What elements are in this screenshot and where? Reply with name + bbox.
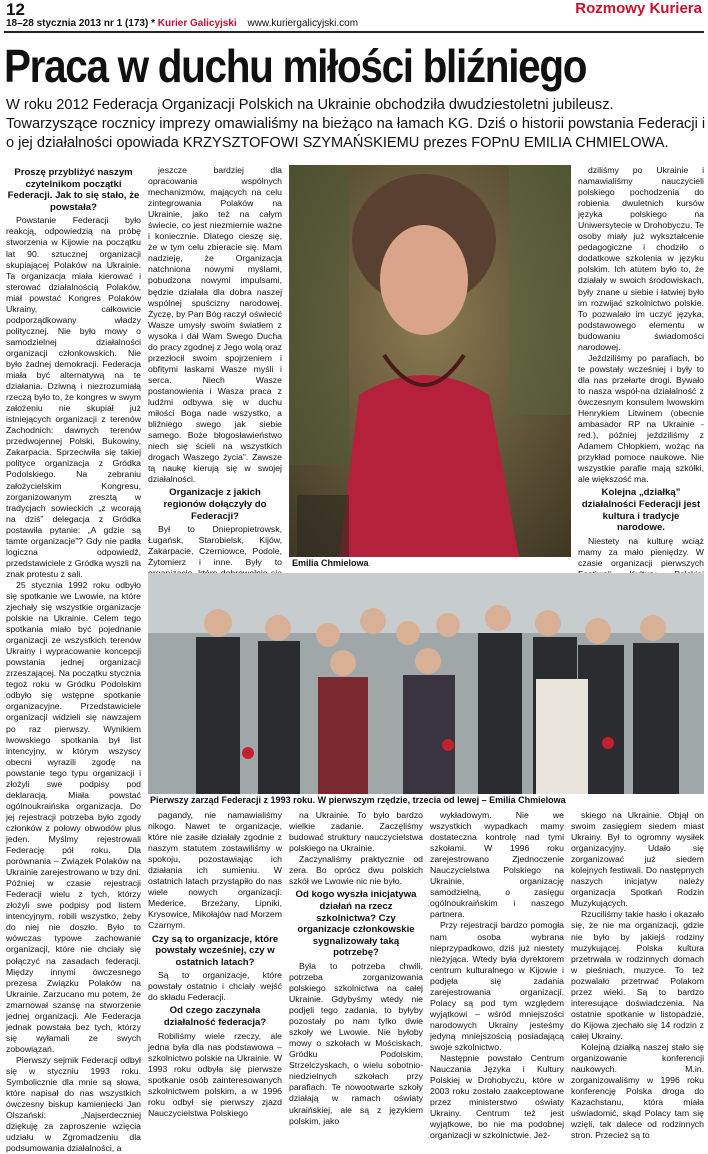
paragraph: pagandy, nie namawialiśmy nikogo. Nawet te organizacje, które nie zasiłe działały zgodnie z naszym statutem zostawiliśmy w spokoju, pozostawiając ich działania ich sumieniu. W ostatnich latach przystąpiło do nas wiele nowych organizacji: Mederice, Brzeżany, Lipniki, Krysowice, Mikołajów nad Morzem Czarnym. (148, 810, 282, 931)
article-title: Praca w duchu miłości bliźniego (4, 40, 587, 92)
paragraph: wykładowym. Nie we wszystkich wypadkach mamy dostateczna kontrolę nad tymi szkołami. W 1996 roku zarejestrowano Zjednoczenie Nauczycielstwa Polskiego na Ukrainie, organizację samodzielną, o zasięgu ogólnoukraińskim i naszego partnera. (430, 810, 564, 920)
brand-name: Kurier Galicyjski (157, 18, 237, 29)
group-caption: Pierwszy zarząd Federacji z 1993 roku. W pierwszym rzędzie, trzecia od lewej – Emilia Chmielowa (150, 795, 566, 805)
text-column-5 (289, 810, 423, 1126)
paragraph: Był to Dniepropietrowsk, Ługańsk, Starobielsk, Kijów, Zakarpacie, Czerniowce, Podole, Żytomierz i inne. Były to (148, 524, 282, 568)
paragraph: Robiliśmy wiele rzeczy, ale jedna była dla nas podstawowa – szkolnictwo polskie na Ukrainie. W 1993 roku odbyła się pierwsze spotkanie osób zainteresowanych szkolnictwem polskim, a w 1996 roku odbył się pierwszy zjazd Nauczycielstwa Polskiego (148, 1030, 282, 1118)
text-column-4 (148, 810, 282, 1118)
portrait-photo (289, 165, 571, 557)
portrait-illustration (289, 165, 571, 557)
paragraph: Powstanie Federacji było reakcją, odpowiedzią na próbę stworzenia w Kijowie na początku lat 90. sztucznej organizacji skupiającej Polaków na Ukrainie. Ta organizacja miała kierować i sterować działalnością Polaków, miał powstać Kongres Polaków Ukrainy, całkowicie podporządkowany władzy politycznej. Nie było mowy o samodzielnej działalności organizacji członkowskich. Nie było żadnej demokracji. Federacja miała być alternatywą na te działania. Dziwną i niezrozumiałą rzeczą było to, że kongres w swym założeniu nie skupiał już istniejących organizacji z terenów Zachodnich: dawnych terenów przedwojennej Polski, Bukowiny, Zakarpacia. Sprzeciwiła się takiej polityce organizacja z Gródka Podolskiego. Na zebraniu założycielskim Kongresu, zorganizowanym zresztą w tradycjach sowieckich „z wcorają na dziś” delegacja z Gródka postawiła pytanie: „A gdzie są tamte organizacje”? Gdy nie padła logiczna odpowiedź, przedstawiciele z Gródka wyszli na znak protestu z sali. (6, 215, 141, 579)
page-number: 12 (6, 0, 25, 19)
paragraph: Zaczynaliśmy praktycznie od zera. Bo oprócz dwu polskich szkół we Lwowie nic nie było. (289, 854, 423, 887)
paragraph: dziliśmy po Ukrainie i namawialiśmy nauczycieli polskiego pochodzenia do robienia dwuletnich kursów języka polskiego na Uniwersytecie w Drohobyczu. Te osoby miały już wykształcenie pedagogiczne i chodziło o dodatkowe szkolenia w języku polskim. Ich atutem było to, że działały w swoich środowiskach, były znane u siebie i łatwiej było im rozwijać szkolnictwo polskie. To pozwalało im uczyć języka, podstawowego elementu w budowaniu świadomości narodowej. (578, 165, 704, 352)
paragraph: Była to potrzeba chwili, potrzeba zorganizowania polskiego szkolnictwa na całej Ukrainie. Gdybyśmy wtedy nie podjęli tego zadania, to byłyby pozostały po nam tylko dwie szkoły we Lwowie. Nie byłoby mowy o szkołach w Mościskach, Gródku Podolskim, Strzelczyskach, o wielu sobotnio-niedzielnych szkołach przy parafiach. Te nowootwarte szkoły działają w ramach oświaty ukraińskiej, ale są z językiem polskim, jako (289, 960, 423, 1126)
paragraph: na Ukrainie. To było bardzo wielkie zadanie. Zaczęliśmy budować struktury nauczycielstwa polskiego na Ukrainie. (289, 810, 423, 854)
paragraph: Kolejną działką naszej stało się organizowanie konferencji naukowych. M.in. zorganizowaliśmy w 1996 roku konferencję Polska droga do Kazachstanu, która miała uświadomić, skąd Polacy tam się wzięli, tak dalece od rodzinnych stron. Przecież są to (571, 1041, 704, 1141)
paragraph: 25 stycznia 1992 roku odbyło się spotkanie we Lwowie, na które zjechały się wszystkie organizacje polskie na Ukrainie. Celem tego spotkania miało być pojednanie organizacji ze wszystkich terenów Ukrainy i wypracowanie koncepcji powstania jednej organizacji zrzeszającej. Na początku stycznia tegoż roku w Gródku Podolskim odbyło się wstępne spotkanie organizacyjne. Przedstawiciele organizacji widzieli się nawzajem po raz pierwszy. Wynikiem lwowskiego spotkania był list intencyjny, w którym wszyscy obecni wyrazili zgodę na powstanie tego typu organizacji i złożyli swe podpisy pod deklaracją. Miała powstać ogólnoukraińska organizacja. Do jej rejestracji potrzeba było zgody członków z połowy obwodów plus jeden. Myślmy rejestrowali Federację pół roku. Dla porównania – Związek Polaków na Ukrainie zarejestrowano w trzy dni. Później w czasie rejestracji Federacji wielu z tych, którzy złożyli swe podpisy pod listem intencyjnym, robili wszystko, żeby do niej nie doszło. Było to wówczas typowe zachowanie organizacji, które nie chciały się połączyć na zasadach federacji. Między innymi ówczesnego prezesa Związku Polaków na Ukrainie. Zarzucano mu potem, że zmarnował szansę na stworzenie jednej organizacji. Ale Federacja jednak powstała bez tych, którzy się wyłamali ze swych zobowiązań. (6, 579, 141, 1054)
section-title: Rozmowy Kuriera (575, 0, 702, 17)
interview-question: Organizacje z jakich regionów dołączyły do Federacji? (163, 487, 267, 522)
group-illustration (148, 573, 704, 794)
text-column-1 (6, 165, 141, 1154)
interview-question: Od kogo wyszła inicjatywa działań na rzecz szkolnictwa? Czy organizacje członkowskie sygnalizowały taką potrzebę? (295, 889, 417, 959)
article-lead: W roku 2012 Federacja Organizacji Polskich na Ukrainie obchodziła dwudziestoletni jubileusz. Towarzyszące rocznicy imprezy omawialiśmy na bieżąco na łamach KG. Dziś o historii powstania Federacji i o jej działalności opowiada KRZYSZTOFOWI SZYMAŃSKIEMU prezes FOPnU EMILIA CHMIELOWA. (6, 97, 706, 151)
interview-question: Kolejna „działką” działalności Federacji jest kultura i tradycje narodowe. (581, 487, 701, 534)
text-column-7 (571, 810, 704, 1141)
interview-question: Czy są to organizacje, które powstały wcześniej, czy w ostatnich latach? (151, 933, 279, 968)
issue-line (6, 18, 358, 29)
text-column-2 (148, 165, 282, 571)
text-column-3 (578, 165, 704, 571)
paragraph: jeszcze bardziej dla opracowania wspólnych mechanizmów, mających na celu zintegrowania Polaków na Ukrainie, jako też na całym świecie, co jest niezmiernie ważne i koniecznie. Dlatego cieszę się, że w tym celu zbieracie się. Mam nadzieję, że Organizacja natchniona nowymi myślami, pobudzona nowymi impulsami, będzie działała dla dobra naszej wspólnej spuścizny narodowej. Życzę, by Pan Bóg raczył oświecić Wasze umysły swoim światłem z wysoka i dał Wam Swego Ducha do pracy zgodnej z Jego wolą oraz przezłocił swoim spojrzeniem i obfitymi łaskami Wasze myśli i serca. Niech Wasze postanowienia i Wasza praca z ludźmi odbywa się w duchu miłości Boga nade wszystko, a bliźniego swego jak siebie samego. Boże błogosławieństwo niech się ścieli na wszystkich drogach Waszego życia”. Zawsze tą naukę kierują się w swojej działalności. (148, 165, 282, 485)
paragraph: skiego na Ukrainie. Objął on swoim zasięgiem siedem miast Ukrainy. Był to ogromny wysiłek organizacyjny. Udało się zorganizować już siedem kolejnych festiwali. Do następnych naszych inicjatyw należy organizacja Spotkań Rodzin Muzykujących. (571, 810, 704, 909)
issue-date: 18–28 stycznia 2013 nr 1 (173) * (6, 18, 155, 29)
paragraph: Przy rejestracji bardzo pomogła nam osoba wybrana nieprzypadkowo, dziś już niestety nieżyjąca. Wtedy była dyrektorem centrum kulturalnego w Kijowie i podjęła się zadania zarejestrowania organizacji. Polacy są pod tym względem wyjątkowi – wśród mniejszości narodowych Ukrainy jesteśmy jedyną mniejszością posiadającą swoje szkolnictwo. (430, 920, 564, 1052)
interview-question: Proszę przybliżyć naszym czytelnikom początki Federacji. Jak to się stało, że powstała? (7, 167, 140, 213)
site-url[interactable]: www.kuriergalicyjski.com (247, 18, 359, 29)
paragraph: Następnie powstało Centrum Nauczania Języka i Kultury Polskiej w Drohobyczu, które w 2003 roku zostało zaakceptowane przez ministerstwo oświaty Ukrainy. Centrum też jest wyjątkowe, bo nie ma podobnej organizacji w szkolnictwie. Jeż- (430, 1053, 564, 1141)
interview-question: Od czego zaczynała działalność federacja? (163, 1005, 267, 1029)
paragraph: Są to organizacje, które powstały ostatnio i chciały wejść do składu Federacji. (148, 970, 282, 1003)
group-photo (148, 573, 704, 794)
header-rule (4, 31, 704, 33)
paragraph: Pierwszy sejmik Federacji odbył się w styczniu 1993 roku. Symbolicznie dla mnie są słowa, które napisał do nas wszystkich ówczesny biskup kamieniecki Jan Olszański: „Najserdeczniej dziękuję za zaproszenie wzięcia udziału w Zgromadzeniu dla podsumowania działalności, a (6, 1054, 141, 1154)
paragraph: Niestety na kulturę wciąż mamy za mało pieniędzy. W czasie organizacji pierwszych (578, 535, 704, 568)
text-column-6 (430, 810, 564, 1141)
paragraph: Jeździliśmy po parafiach, bo te powstały wcześniej i były to dla nas przełarte drogi. Bywało to nasza współ-na działalność z ówczesnym konsulem lwowskim Henrykiem Litwinem (obecnie ambasador RP na Ukrainie - red.), później jeździliśmy z Adamem Chłopkiem, wożąc na przykład pomoce naukowe. Nie wszystkie parafie mają szkółki, ale większość ma. (578, 352, 704, 485)
paragraph: Rzuciliśmy takie hasło i okazało się, że nie ma organizacji, gdzie nie było by jakiejś rodziny muzykującej. Polska kultura przetrwała w rodzinnych domach w pieśniach, muzyce. To też pozwalało przetrwać Polakom przez wieki. Są to bardzo interesujące doświadczenia. Na ostatnie spotkanie w listopadzie, do Kijowa zjechało się 14 rodzin z całej Ukrainy. (571, 909, 704, 1041)
portrait-caption: Emilia Chmielowa (292, 558, 369, 568)
